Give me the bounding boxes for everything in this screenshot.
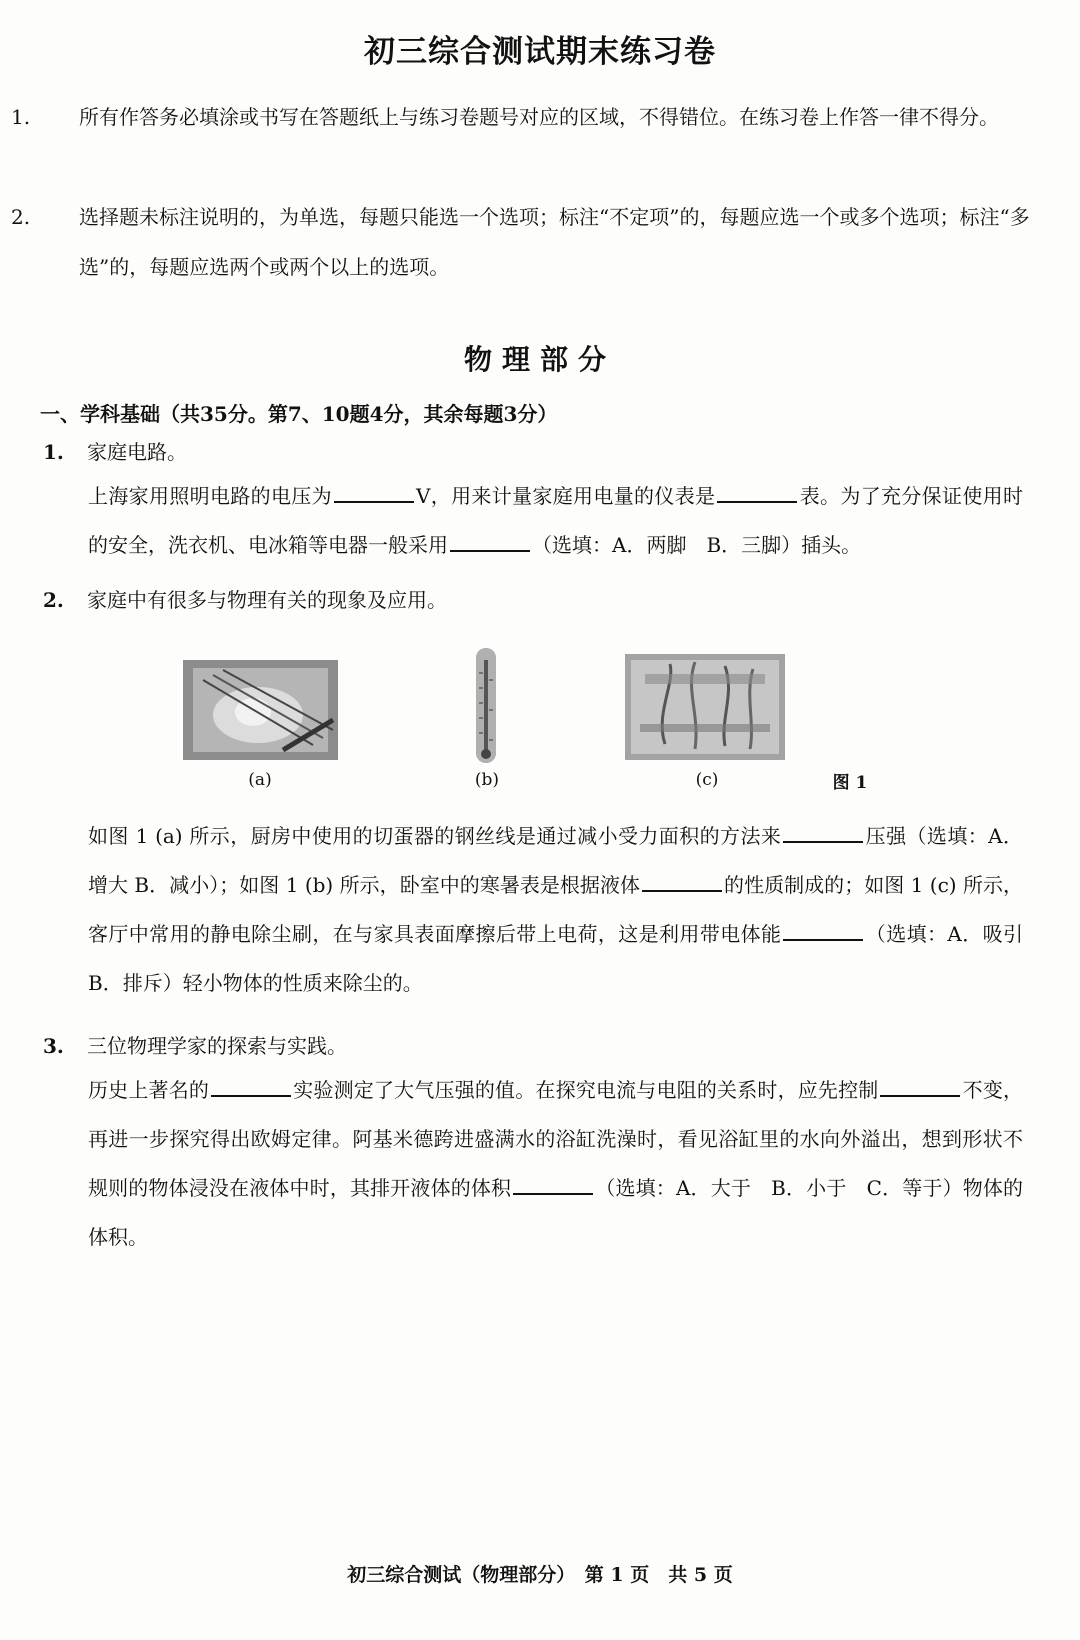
question-title: 三位物理学家的探索与实践。 — [87, 1034, 347, 1058]
answer-blank — [513, 1175, 593, 1195]
notice-number: 2. — [11, 205, 31, 229]
exam-title: 初三综合测试期末练习卷 — [364, 34, 716, 70]
question-2-body — [88, 812, 1044, 1008]
question-1-heading — [43, 436, 1043, 465]
q1-text-1: 上海家用照明电路的电压为 — [88, 484, 332, 508]
question-title: 家庭电路。 — [87, 440, 187, 464]
notice-text: 选择题未标注说明的，为单选，每题只能选一个选项；标注“不定项”的，每题应选一个或多个选项；标注“多选”的，每题应选两个或两个以上的选项。 — [79, 205, 1030, 279]
answer-blank — [334, 483, 414, 503]
answer-blank — [211, 1077, 291, 1097]
page-footer: 初三综合测试（物理部分） 第 1 页 共 5 页 — [347, 1564, 733, 1586]
answer-blank — [783, 921, 863, 941]
question-number: 3. — [43, 1034, 64, 1058]
q2-text-2: 压强（选填：A．增大 B．减小）；如图 1 (b) 所示，卧室中的寒暑表是根据液体 — [88, 824, 1023, 897]
notice-1 — [11, 92, 1035, 142]
q1-text-3: 表。为了充分保证使用时的安全，洗衣机、电冰箱等电器一般采用 — [88, 484, 1024, 557]
question-number: 2. — [43, 588, 64, 612]
answer-blank — [880, 1077, 960, 1097]
thermometer-photo — [476, 648, 496, 763]
answer-blank — [783, 823, 863, 843]
question-2-heading — [43, 584, 1043, 613]
egg-slicer-photo — [183, 660, 338, 760]
answer-blank — [717, 483, 797, 503]
q3-text-3: 不变，再进一步探究得出欧姆定律。阿基米德跨进盛满水的浴缸洗澡时，看见浴缸里的水向外溢出，想到形状不规则的物体浸没在液体中时，其排开液体的体积 — [88, 1078, 1024, 1200]
figure-caption-a: (a) — [248, 770, 272, 790]
notice-text: 所有作答务必填涂或书写在答题纸上与练习卷题号对应的区域，不得错位。在练习卷上作答一律不得分。 — [79, 105, 999, 129]
question-3-body — [88, 1066, 1023, 1262]
q2-text-1: 如图 1 (a) 所示，厨房中使用的切蛋器的钢丝线是通过减小受力面积的方法来 — [88, 824, 782, 848]
figure-caption-b: (b) — [474, 770, 500, 790]
q3-text-4: （选填：A．大于 B．小于 C．等于）物体的体积。 — [88, 1176, 1023, 1249]
answer-blank — [450, 532, 530, 552]
q3-text-1: 历史上著名的 — [88, 1078, 210, 1102]
figure-caption-c: (c) — [695, 770, 719, 790]
question-3-heading — [43, 1030, 1043, 1059]
q1-text-4: （选填：A．两脚 B．三脚）插头。 — [532, 533, 862, 557]
q2-text-4: （选填：A．吸引 B．排斥）轻小物体的性质来除尘的。 — [88, 922, 1044, 995]
section-title: 物理部分 — [463, 343, 616, 376]
question-1-body — [88, 472, 1023, 570]
figure-label: 图 1 — [832, 773, 868, 793]
question-number: 1. — [43, 440, 64, 464]
q3-text-2: 实验测定了大气压强的值。在探究电流与电阻的关系时，应先控制 — [293, 1078, 879, 1102]
q2-text-3: 的性质制成的；如图 1 (c) 所示，客厅中常用的静电除尘刷，在与家具表面摩擦后带上电荷，这是利用带电体能 — [88, 873, 1024, 946]
notice-number: 1. — [11, 105, 31, 129]
q1-text-2: V，用来计量家庭用电量的仪表是 — [415, 484, 716, 508]
part-header: 一、学科基础（共35分。第7、10题4分，其余每题3分） — [40, 402, 558, 426]
question-title: 家庭中有很多与物理有关的现象及应用。 — [87, 588, 447, 612]
answer-blank — [642, 872, 722, 892]
dust-brush-photo — [625, 654, 785, 760]
notice-2 — [11, 192, 1035, 292]
